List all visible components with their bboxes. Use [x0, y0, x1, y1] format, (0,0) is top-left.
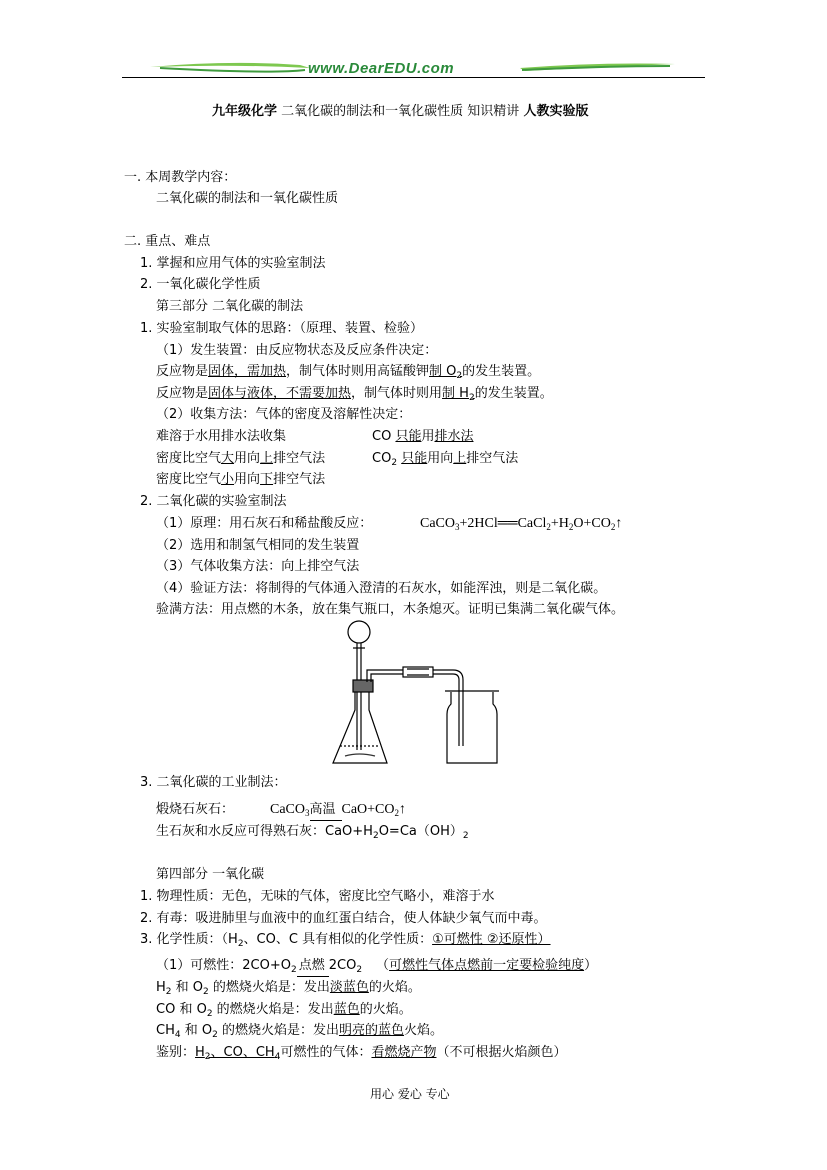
s2-item1: 1. 掌握和应用气体的实验室制法 [140, 256, 326, 271]
page-title [212, 103, 588, 121]
title-grade: 九年级化学 [212, 104, 278, 119]
p4-item2: 2. 有毒：吸进肺里与血液中的血红蛋白结合，使人体缺少氧气而中毒。 [140, 911, 547, 926]
condition-high-temp: 高温 [309, 802, 336, 817]
p3-item1: 1. 实验室制取气体的思路：（原理、装置、检验） [140, 321, 424, 336]
p3-item2a: （1）原理：用石灰石和稀盐酸反应： [156, 516, 373, 531]
p3-item2: 2. 二氧化碳的实验室制法 [140, 494, 287, 509]
flame-ch4: $CH_4$ 和 $O_2$ 的燃烧火焰是：发出明亮的蓝色火焰。 [156, 1023, 443, 1040]
p3-item3: 3. 二氧化碳的工业制法： [140, 775, 287, 790]
collect-rule-water: 难溶于水用排水法收集 [156, 429, 287, 444]
p3-item1a: （1）发生装置：由反应物状态及反应条件决定： [156, 343, 438, 358]
identification-rule: 鉴别：$H_2$、CO、$CH_4$可燃性的气体：看燃烧产物（不可根据火焰颜色） [156, 1045, 567, 1062]
p3-item1b: （2）收集方法：气体的密度及溶解性决定： [156, 407, 412, 422]
condition-ignite: 点燃 [298, 958, 325, 973]
p3-reactant-rule-1: 反应物是固体，需加热，制气体时则用高锰酸钾制 $O_2$的发生装置。 [156, 364, 541, 381]
p4-item3: 3. 化学性质：（$H_2$、CO、C 具有相似的化学性质：①可燃性 ②还原性） [140, 932, 551, 949]
p3-item2b: （2）选用和制氢气相同的发生装置 [156, 538, 360, 553]
flame-co: CO 和 $O_2$ 的燃烧火焰是：发出蓝色的火焰。 [156, 1002, 412, 1019]
section2-heading: 二. 重点、难点 [124, 234, 211, 249]
equation-caco3-hcl: $CaCO_3+2HCl══CaCl_2+H_2O+CO_2↑$ [420, 516, 623, 532]
flame-h2: $H_2$ 和 $O_2$ 的燃烧火焰是：发出淡蓝色的火焰。 [156, 980, 421, 997]
s2-item2: 2. 一氧化碳化学性质 [140, 277, 261, 292]
p3-item2c: （3）气体收集方法：向上排空气法 [156, 559, 360, 574]
p3-item2d: （4）验证方法：将制得的气体通入澄清的石灰水，如能浑浊，则是二氧化碳。 [156, 581, 607, 596]
site-name[interactable]: www.DearEDU.com [308, 60, 455, 77]
p3-item2e: 验满方法：用点燃的木条，放在集气瓶口，木条熄灭。证明已集满二氧化碳气体。 [156, 602, 625, 617]
header-rule [122, 77, 705, 78]
p4-item3a: （1）可燃性：$2CO+O_2$ 点燃 $2CO_2$ （可燃性气体点燃前一定要检验纯度） [156, 958, 598, 975]
collect-rule-co: CO 只能用排水法 [372, 429, 474, 444]
part3-heading: 第三部分 二氧化碳的制法 [156, 299, 304, 314]
title-edition: 人教实验版 [523, 104, 589, 119]
p3-item3a: 煅烧石灰石： [156, 802, 235, 817]
collect-rule-lighter: 密度比空气小用向下排空气法 [156, 472, 326, 487]
section1-heading: 一. 本周教学内容： [124, 170, 237, 185]
co2-apparatus-diagram [325, 618, 505, 768]
p4-item1: 1. 物理性质：无色，无味的气体，密度比空气略小，难溶于水 [140, 889, 495, 904]
equation-calcination: CaCO$_3$ 高温 $CaO+CO_2↑$ [270, 801, 406, 819]
p3-item3b: 生石灰和水反应可得熟石灰：$CaO+H_2O=Ca(OH)_2$ [156, 824, 469, 841]
collect-rule-co2: $CO_2$ 只能用向上排空气法 [372, 451, 519, 468]
p3-reactant-rule-2: 反应物是固体与液体，不需要加热，制气体时则用制 $H_2$的发生装置。 [156, 386, 553, 403]
section1-content: 二氧化碳的制法和一氧化碳性质 [156, 191, 339, 206]
title-topic: 二氧化碳的制法和一氧化碳性质 知识精讲 [281, 104, 520, 119]
collect-rule-denser: 密度比空气大用向上排空气法 [156, 451, 326, 466]
page-footer: 用心 爱心 专心 [370, 1087, 450, 1101]
part4-heading: 第四部分 一氧化碳 [156, 867, 265, 882]
